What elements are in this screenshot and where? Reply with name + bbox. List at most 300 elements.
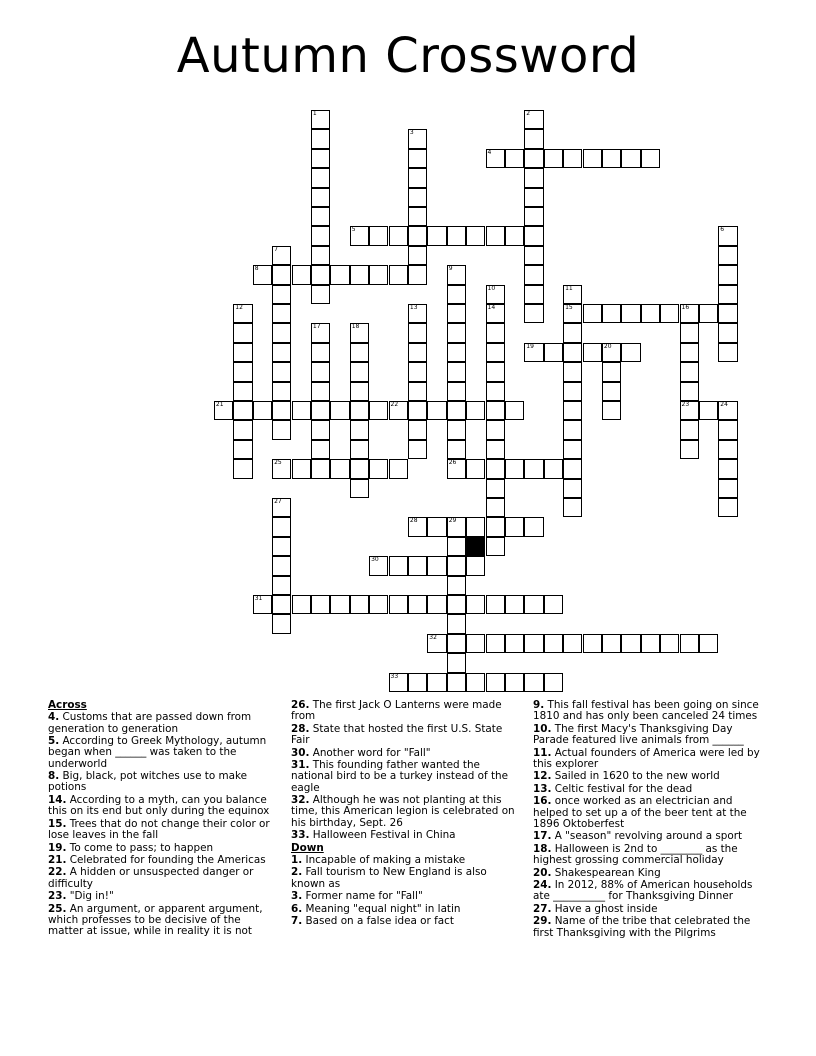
grid-cell[interactable]	[427, 556, 446, 575]
grid-cell[interactable]	[369, 226, 388, 245]
clue-text: To come to pass; to happen	[69, 841, 214, 854]
grid-cell[interactable]	[621, 149, 640, 168]
grid-cell[interactable]	[311, 595, 330, 614]
grid-cell[interactable]	[563, 323, 582, 342]
grid-cell[interactable]	[699, 304, 718, 323]
grid-cell[interactable]	[563, 440, 582, 459]
grid-cell[interactable]	[408, 265, 427, 284]
grid-cell[interactable]	[505, 634, 524, 653]
grid-cell[interactable]	[447, 537, 466, 556]
clue-label: 6.	[291, 902, 303, 915]
grid-cell[interactable]	[350, 595, 369, 614]
grid-cell[interactable]	[427, 401, 446, 420]
grid-cell[interactable]	[272, 576, 291, 595]
grid-cell[interactable]	[505, 149, 524, 168]
grid-cell[interactable]	[563, 498, 582, 517]
grid-cell[interactable]	[330, 401, 349, 420]
grid-cell[interactable]	[272, 517, 291, 536]
grid-cell[interactable]	[602, 304, 621, 323]
grid-cell[interactable]	[272, 537, 291, 556]
grid-cell[interactable]	[447, 362, 466, 381]
grid-cell[interactable]	[486, 323, 505, 342]
grid-cell[interactable]	[486, 285, 505, 304]
grid-cell[interactable]	[272, 285, 291, 304]
grid-cell[interactable]	[505, 517, 524, 536]
grid-cell[interactable]	[524, 168, 543, 187]
grid-cell[interactable]	[311, 459, 330, 478]
grid-cell[interactable]	[718, 265, 737, 284]
grid-cell[interactable]	[641, 634, 660, 653]
grid-cell[interactable]	[524, 304, 543, 323]
grid-cell[interactable]	[563, 420, 582, 439]
clue-text: A "season" revolving around a sport	[554, 830, 743, 843]
grid-cell[interactable]	[350, 362, 369, 381]
grid-cell[interactable]	[272, 556, 291, 575]
grid-cell[interactable]	[350, 323, 369, 342]
grid-cell[interactable]	[233, 323, 252, 342]
grid-cell[interactable]	[602, 362, 621, 381]
grid-cell[interactable]	[389, 226, 408, 245]
down-clue	[533, 796, 761, 830]
down-clue	[533, 916, 761, 939]
grid-cell[interactable]	[408, 246, 427, 265]
grid-cell[interactable]	[641, 149, 660, 168]
clue-label: 4.	[48, 711, 60, 724]
grid-cell[interactable]	[680, 323, 699, 342]
grid-cell[interactable]	[486, 226, 505, 245]
grid-cell[interactable]	[389, 459, 408, 478]
clue-label: 30.	[291, 746, 310, 759]
grid-cell[interactable]	[524, 129, 543, 148]
grid-cell[interactable]	[486, 304, 505, 323]
grid-cell[interactable]	[272, 265, 291, 284]
grid-cell[interactable]	[330, 459, 349, 478]
clue-label: 2.	[291, 866, 303, 879]
grid-cell[interactable]	[524, 226, 543, 245]
grid-cell[interactable]	[524, 459, 543, 478]
grid-cell[interactable]	[427, 226, 446, 245]
grid-cell[interactable]	[447, 517, 466, 536]
clue-text: Although he was not planting at this time, this American legion is celebrated on his birthday, Sept. 26	[291, 794, 515, 829]
grid-cell[interactable]	[680, 304, 699, 323]
grid-cell[interactable]	[389, 265, 408, 284]
grid-cell[interactable]	[408, 168, 427, 187]
grid-cell[interactable]	[253, 401, 272, 420]
across-clue	[48, 712, 278, 735]
grid-cell[interactable]	[641, 304, 660, 323]
grid-cell[interactable]	[447, 614, 466, 633]
grid-cell[interactable]	[524, 207, 543, 226]
clue-label: 24.	[533, 879, 552, 892]
grid-cell[interactable]	[563, 634, 582, 653]
grid-cell[interactable]	[311, 207, 330, 226]
across-clue	[291, 760, 519, 794]
grid-cell[interactable]	[718, 459, 737, 478]
grid-cell[interactable]	[486, 440, 505, 459]
grid-cell[interactable]	[214, 401, 233, 420]
grid-cell[interactable]	[272, 420, 291, 439]
grid-cell[interactable]	[311, 285, 330, 304]
clue-column-3	[533, 700, 761, 940]
grid-cell[interactable]	[660, 304, 679, 323]
grid-cell[interactable]	[660, 634, 679, 653]
grid-cell[interactable]	[389, 556, 408, 575]
grid-cell[interactable]	[680, 440, 699, 459]
grid-cell[interactable]	[447, 382, 466, 401]
grid-cell[interactable]	[408, 149, 427, 168]
grid-cell[interactable]	[311, 110, 330, 129]
grid-cell[interactable]	[292, 265, 311, 284]
grid-cell[interactable]	[330, 265, 349, 284]
grid-cell[interactable]	[233, 459, 252, 478]
grid-cell[interactable]	[350, 440, 369, 459]
grid-cell[interactable]	[544, 634, 563, 653]
grid-cell[interactable]	[583, 343, 602, 362]
clue-label: 13.	[533, 782, 552, 795]
grid-cell[interactable]	[524, 595, 543, 614]
grid-cell[interactable]	[563, 382, 582, 401]
grid-cell[interactable]	[466, 401, 485, 420]
grid-cell[interactable]	[427, 673, 446, 692]
grid-cell[interactable]	[680, 382, 699, 401]
grid-cell[interactable]	[369, 459, 388, 478]
grid-cell[interactable]	[447, 285, 466, 304]
grid-cell[interactable]	[233, 420, 252, 439]
grid-cell[interactable]	[233, 382, 252, 401]
grid-cell[interactable]	[466, 634, 485, 653]
grid-cell[interactable]	[369, 265, 388, 284]
grid-cell[interactable]	[447, 653, 466, 672]
grid-cell[interactable]	[350, 382, 369, 401]
grid-cell[interactable]	[505, 459, 524, 478]
clue-text: Big, black, pot witches use to make potions	[48, 770, 248, 794]
across-clue	[48, 867, 278, 890]
grid-cell[interactable]	[272, 323, 291, 342]
grid-cell[interactable]	[718, 285, 737, 304]
grid-cell[interactable]	[486, 595, 505, 614]
grid-cell[interactable]	[524, 634, 543, 653]
grid-cell[interactable]	[369, 595, 388, 614]
clue-text: This founding father wanted the national bird to be a turkey instead of the eagle	[291, 759, 508, 794]
grid-cell[interactable]	[486, 517, 505, 536]
grid-cell[interactable]	[486, 343, 505, 362]
grid-cell[interactable]	[718, 440, 737, 459]
clue-label: 9.	[533, 699, 545, 711]
grid-cell[interactable]	[524, 265, 543, 284]
grid-cell[interactable]	[311, 129, 330, 148]
grid-cell[interactable]	[272, 246, 291, 265]
grid-cell[interactable]	[233, 304, 252, 323]
grid-cell[interactable]	[272, 343, 291, 362]
grid-cell[interactable]	[563, 401, 582, 420]
grid-cell[interactable]	[311, 401, 330, 420]
grid-cell[interactable]	[563, 362, 582, 381]
grid-cell[interactable]	[486, 479, 505, 498]
grid-cell[interactable]	[311, 362, 330, 381]
grid-cell[interactable]	[680, 420, 699, 439]
grid-cell[interactable]	[486, 498, 505, 517]
grid-cell[interactable]	[311, 149, 330, 168]
grid-cell[interactable]	[272, 595, 291, 614]
grid-cell[interactable]	[544, 595, 563, 614]
down-clue	[291, 904, 519, 915]
grid-cell[interactable]	[408, 517, 427, 536]
grid-cell[interactable]	[408, 323, 427, 342]
grid-cell[interactable]	[311, 168, 330, 187]
grid-cell[interactable]	[524, 673, 543, 692]
grid-cell[interactable]	[466, 556, 485, 575]
grid-cell[interactable]	[524, 343, 543, 362]
grid-cell[interactable]	[505, 226, 524, 245]
clue-label: 18.	[533, 842, 552, 855]
grid-cell[interactable]	[505, 595, 524, 614]
grid-cell[interactable]	[544, 343, 563, 362]
clue-number: 30	[371, 556, 379, 564]
grid-cell[interactable]	[602, 382, 621, 401]
grid-cell[interactable]	[253, 595, 272, 614]
grid-cell[interactable]	[447, 634, 466, 653]
grid-cell[interactable]	[621, 304, 640, 323]
grid-cell[interactable]	[524, 246, 543, 265]
grid-cell[interactable]	[544, 459, 563, 478]
grid-cell[interactable]	[408, 401, 427, 420]
grid-cell[interactable]	[563, 343, 582, 362]
grid-cell[interactable]	[408, 226, 427, 245]
grid-cell[interactable]	[447, 420, 466, 439]
grid-cell[interactable]	[389, 673, 408, 692]
clue-text: Meaning "equal night" in latin	[305, 902, 461, 915]
clue-number: 11	[565, 284, 573, 292]
clue-label: 20.	[533, 866, 552, 879]
grid-cell[interactable]	[272, 459, 291, 478]
grid-cell[interactable]	[718, 304, 737, 323]
grid-cell[interactable]	[253, 265, 272, 284]
grid-cell[interactable]	[680, 362, 699, 381]
grid-cell[interactable]	[292, 459, 311, 478]
grid-cell[interactable]	[447, 576, 466, 595]
grid-cell[interactable]	[233, 440, 252, 459]
grid-cell[interactable]	[311, 226, 330, 245]
grid-cell[interactable]	[583, 634, 602, 653]
grid-cell[interactable]	[718, 246, 737, 265]
grid-cell[interactable]	[602, 343, 621, 362]
grid-cell[interactable]	[505, 401, 524, 420]
grid-cell[interactable]	[350, 401, 369, 420]
grid-cell[interactable]	[233, 362, 252, 381]
grid-cell[interactable]	[350, 265, 369, 284]
clue-number: 29	[448, 517, 457, 525]
grid-cell[interactable]	[408, 556, 427, 575]
clue-label: 31.	[291, 759, 310, 772]
grid-cell[interactable]	[447, 440, 466, 459]
grid-cell[interactable]	[389, 401, 408, 420]
grid-cell[interactable]	[427, 517, 446, 536]
grid-cell[interactable]	[524, 110, 543, 129]
grid-cell[interactable]	[680, 343, 699, 362]
grid-cell[interactable]	[544, 149, 563, 168]
grid-cell[interactable]	[408, 304, 427, 323]
grid-cell[interactable]	[427, 595, 446, 614]
grid-cell[interactable]	[447, 401, 466, 420]
grid-cell[interactable]	[311, 265, 330, 284]
clue-text: Another word for "Fall"	[312, 746, 431, 759]
grid-cell[interactable]	[408, 343, 427, 362]
grid-cell[interactable]	[311, 420, 330, 439]
grid-cell[interactable]	[272, 401, 291, 420]
grid-cell[interactable]	[350, 343, 369, 362]
grid-cell[interactable]	[466, 595, 485, 614]
grid-cell[interactable]	[408, 440, 427, 459]
grid-cell[interactable]	[718, 343, 737, 362]
grid-cell[interactable]	[680, 401, 699, 420]
down-clue	[533, 784, 761, 795]
grid-cell[interactable]	[486, 537, 505, 556]
clue-number: 1	[312, 110, 317, 117]
grid-cell[interactable]	[621, 634, 640, 653]
grid-cell[interactable]	[486, 401, 505, 420]
clue-label: 27.	[533, 902, 552, 915]
grid-cell[interactable]	[311, 323, 330, 342]
clue-number: 23	[681, 401, 690, 408]
clue-text: Based on a false idea or fact	[305, 915, 454, 928]
clue-label: 3.	[291, 890, 303, 903]
grid-cell[interactable]	[233, 401, 252, 420]
grid-cell[interactable]	[311, 382, 330, 401]
grid-cell[interactable]	[369, 556, 388, 575]
grid-cell[interactable]	[447, 323, 466, 342]
grid-cell[interactable]	[621, 343, 640, 362]
grid-cell[interactable]	[408, 188, 427, 207]
clue-label: 14.	[48, 793, 67, 806]
clue-number: 6	[720, 226, 725, 234]
grid-cell[interactable]	[544, 673, 563, 692]
grid-cell[interactable]	[389, 595, 408, 614]
grid-cell[interactable]	[486, 362, 505, 381]
grid-cell[interactable]	[524, 517, 543, 536]
across-clue	[48, 904, 278, 938]
grid-cell[interactable]	[718, 498, 737, 517]
grid-cell[interactable]	[486, 634, 505, 653]
grid-cell[interactable]	[602, 401, 621, 420]
clue-label: 5.	[48, 735, 60, 748]
grid-cell[interactable]	[718, 401, 737, 420]
clue-text: The first Macy's Thanksgiving Day Parade featured live animals from ______	[533, 722, 744, 747]
grid-cell[interactable]	[718, 420, 737, 439]
grid-cell[interactable]	[602, 149, 621, 168]
grid-cell[interactable]	[330, 595, 349, 614]
grid-cell[interactable]	[408, 673, 427, 692]
grid-cell[interactable]	[447, 226, 466, 245]
grid-cell[interactable]	[369, 401, 388, 420]
grid-cell[interactable]	[408, 362, 427, 381]
grid-cell[interactable]	[486, 459, 505, 478]
across-clue	[48, 843, 278, 854]
grid-cell[interactable]	[350, 420, 369, 439]
grid-cell[interactable]	[563, 479, 582, 498]
grid-cell[interactable]	[272, 498, 291, 517]
grid-cell[interactable]	[718, 323, 737, 342]
clue-number: 24	[720, 401, 728, 408]
clue-text: once worked as an electrician and helped to set up a of the beer tent at the 1896 Oktoberfest	[533, 795, 747, 830]
grid-cell[interactable]	[311, 440, 330, 459]
grid-cell[interactable]	[292, 595, 311, 614]
grid-cell[interactable]	[505, 673, 524, 692]
grid-cell[interactable]	[486, 149, 505, 168]
grid-cell[interactable]	[311, 188, 330, 207]
grid-cell[interactable]	[427, 634, 446, 653]
grid-cell[interactable]	[408, 129, 427, 148]
grid-cell[interactable]	[486, 673, 505, 692]
down-clue	[533, 700, 761, 723]
clue-text: State that hosted the first U.S. State Fair	[291, 722, 503, 747]
grid-cell[interactable]	[466, 517, 485, 536]
grid-cell[interactable]	[311, 246, 330, 265]
grid-cell[interactable]	[718, 479, 737, 498]
grid-cell[interactable]	[272, 304, 291, 323]
clue-text: Former name for "Fall"	[305, 890, 423, 903]
grid-cell[interactable]	[602, 634, 621, 653]
grid-cell[interactable]	[292, 401, 311, 420]
grid-cell[interactable]	[408, 382, 427, 401]
clue-text: In 2012, 88% of American households ate __________ for Thanksgiving Dinner	[533, 879, 753, 903]
grid-cell[interactable]	[486, 382, 505, 401]
grid-cell[interactable]	[718, 226, 737, 245]
grid-cell[interactable]	[350, 479, 369, 498]
grid-cell[interactable]	[563, 459, 582, 478]
clue-label: 12.	[533, 770, 552, 783]
grid-cell[interactable]	[563, 149, 582, 168]
grid-cell[interactable]	[563, 285, 582, 304]
clue-number: 7	[274, 245, 278, 253]
grid-cell[interactable]	[447, 556, 466, 575]
grid-cell[interactable]	[524, 188, 543, 207]
grid-cell[interactable]	[447, 265, 466, 284]
grid-cell[interactable]	[408, 595, 427, 614]
clue-text: "Dig in!"	[69, 890, 114, 903]
clue-text: According to Greek Mythology, autumn began when ______ was taken to the underworld	[48, 735, 267, 770]
grid-cell[interactable]	[583, 304, 602, 323]
grid-cell[interactable]	[447, 459, 466, 478]
grid-cell[interactable]	[699, 634, 718, 653]
grid-cell[interactable]	[563, 304, 582, 323]
grid-cell[interactable]	[447, 343, 466, 362]
grid-cell[interactable]	[311, 343, 330, 362]
grid-cell[interactable]	[408, 420, 427, 439]
grid-cell[interactable]	[233, 343, 252, 362]
grid-cell[interactable]	[466, 673, 485, 692]
grid-cell[interactable]	[350, 459, 369, 478]
grid-cell[interactable]	[350, 226, 369, 245]
grid-cell[interactable]	[680, 634, 699, 653]
grid-cell[interactable]	[447, 304, 466, 323]
clue-label: 15.	[48, 817, 67, 830]
grid-cell[interactable]	[447, 673, 466, 692]
grid-cell[interactable]	[524, 285, 543, 304]
grid-cell[interactable]	[272, 362, 291, 381]
grid-cell[interactable]	[583, 149, 602, 168]
grid-cell[interactable]	[524, 149, 543, 168]
clue-label: 8.	[48, 770, 60, 783]
grid-cell[interactable]	[699, 401, 718, 420]
grid-cell[interactable]	[272, 614, 291, 633]
grid-cell[interactable]	[466, 459, 485, 478]
grid-cell[interactable]	[272, 382, 291, 401]
grid-cell[interactable]	[486, 420, 505, 439]
grid-cell[interactable]	[447, 595, 466, 614]
clue-text: Sailed in 1620 to the new world	[554, 770, 720, 783]
grid-cell[interactable]	[466, 226, 485, 245]
grid-cell[interactable]	[408, 207, 427, 226]
